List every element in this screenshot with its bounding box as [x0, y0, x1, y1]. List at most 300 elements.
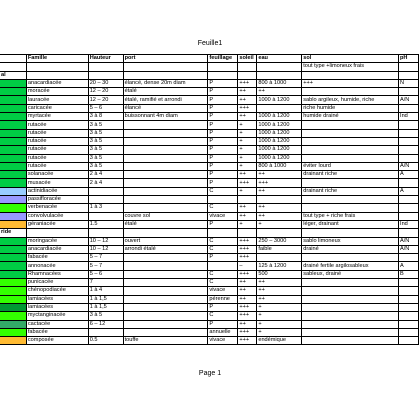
cell-soleil[interactable]: ++	[238, 96, 257, 104]
cell-sol[interactable]	[302, 337, 399, 345]
color-swatch-cell[interactable]	[0, 129, 26, 137]
cell-famille[interactable]: rutacée	[26, 121, 88, 129]
cell-hauteur[interactable]	[88, 328, 123, 336]
cell-feuillage[interactable]: P	[208, 254, 238, 262]
cell-hauteur[interactable]: 2 à 4	[88, 179, 123, 187]
cell-feuillage[interactable]: P	[208, 162, 238, 170]
cell-feuillage[interactable]: C	[208, 204, 238, 212]
cell-famille[interactable]: lamiacées	[26, 303, 88, 311]
column-header[interactable]: Hauteur	[88, 55, 123, 63]
cell-sol[interactable]: tout type +limoneux frais	[302, 63, 399, 71]
cell-sol[interactable]	[302, 196, 399, 204]
cell-ph[interactable]: A/N	[399, 245, 419, 253]
cell-famille[interactable]: fabacée	[26, 254, 88, 262]
cell-feuillage[interactable]: P	[208, 88, 238, 96]
empty-cell[interactable]	[208, 229, 238, 237]
color-swatch-cell[interactable]	[0, 196, 26, 204]
cell-ph[interactable]	[399, 137, 419, 145]
cell-feuillage[interactable]: P	[208, 121, 238, 129]
cell-feuillage[interactable]: P	[208, 146, 238, 154]
cell-feuillage[interactable]: P	[208, 129, 238, 137]
cell-hauteur[interactable]: 6 – 12	[88, 320, 123, 328]
cell-sol[interactable]: +++	[302, 79, 399, 87]
cell-eau[interactable]: +++	[257, 179, 302, 187]
color-swatch-cell[interactable]	[0, 179, 26, 187]
color-swatch-cell[interactable]	[0, 162, 26, 170]
cell-eau[interactable]: ++	[257, 212, 302, 220]
cell-sol[interactable]	[302, 303, 399, 311]
cell-ph[interactable]	[399, 337, 419, 345]
cell-soleil[interactable]	[238, 63, 257, 71]
cell-famille[interactable]: anacardiacée	[26, 245, 88, 253]
cell-ph[interactable]	[399, 63, 419, 71]
cell-famille[interactable]: rutacée	[26, 154, 88, 162]
cell-famille[interactable]: musacée	[26, 179, 88, 187]
cell-port[interactable]	[123, 121, 208, 129]
cell-hauteur[interactable]: 5 – 7	[88, 262, 123, 270]
empty-cell[interactable]	[302, 71, 399, 79]
cell-hauteur[interactable]: 3 à 5	[88, 137, 123, 145]
cell-famille[interactable]: passifloracée	[26, 196, 88, 204]
cell-soleil[interactable]: +++	[238, 303, 257, 311]
color-swatch-cell[interactable]	[0, 270, 26, 278]
cell-ph[interactable]: A	[399, 262, 419, 270]
cell-soleil[interactable]	[238, 196, 257, 204]
cell-eau[interactable]: +	[257, 320, 302, 328]
cell-famille[interactable]: punicacée	[26, 279, 88, 287]
cell-ph[interactable]	[399, 196, 419, 204]
cell-eau[interactable]: ++	[257, 287, 302, 295]
color-swatch-cell[interactable]	[0, 171, 26, 179]
cell-sol[interactable]	[302, 320, 399, 328]
color-swatch-cell[interactable]	[0, 187, 26, 195]
cell-feuillage[interactable]: P	[208, 79, 238, 87]
cell-ph[interactable]	[399, 104, 419, 112]
cell-sol[interactable]	[302, 287, 399, 295]
cell-ph[interactable]: Ind	[399, 113, 419, 121]
column-header[interactable]: pH	[399, 55, 419, 63]
cell-sol[interactable]: tout type + riche frais	[302, 212, 399, 220]
cell-port[interactable]	[123, 137, 208, 145]
cell-famille[interactable]: lauracée	[26, 96, 88, 104]
column-header[interactable]: eau	[257, 55, 302, 63]
cell-sol[interactable]	[302, 312, 399, 320]
cell-soleil[interactable]: ++	[238, 88, 257, 96]
cell-feuillage[interactable]: vivace	[208, 337, 238, 345]
cell-feuillage[interactable]: P	[208, 154, 238, 162]
cell-hauteur[interactable]: 3 à 5	[88, 162, 123, 170]
cell-eau[interactable]: 125 à 1200	[257, 262, 302, 270]
cell-famille[interactable]: solanacée	[26, 171, 88, 179]
empty-cell[interactable]	[399, 229, 419, 237]
cell-eau[interactable]: 1000 à 1200	[257, 113, 302, 121]
cell-famille[interactable]: anacardiacée	[26, 79, 88, 87]
cell-famille[interactable]: annonacée	[26, 262, 88, 270]
cell-sol[interactable]	[302, 154, 399, 162]
cell-soleil[interactable]: +++	[238, 312, 257, 320]
color-swatch-cell[interactable]	[0, 279, 26, 287]
cell-soleil[interactable]: +	[238, 137, 257, 145]
cell-soleil[interactable]: ++	[238, 279, 257, 287]
cell-port[interactable]: ouvert	[123, 237, 208, 245]
cell-sol[interactable]	[302, 137, 399, 145]
empty-cell[interactable]	[26, 71, 88, 79]
cell-sol[interactable]: sablo limoneux	[302, 237, 399, 245]
cell-hauteur[interactable]	[88, 63, 123, 71]
cell-port[interactable]	[123, 204, 208, 212]
cell-famille[interactable]: convolvulacée	[26, 212, 88, 220]
cell-eau[interactable]: ++	[257, 88, 302, 96]
cell-sol[interactable]	[302, 179, 399, 187]
cell-soleil[interactable]: +++	[238, 254, 257, 262]
cell-port[interactable]	[123, 295, 208, 303]
color-swatch-cell[interactable]	[0, 320, 26, 328]
cell-ph[interactable]	[399, 254, 419, 262]
cell-port[interactable]	[123, 328, 208, 336]
cell-port[interactable]	[123, 287, 208, 295]
cell-port[interactable]	[123, 303, 208, 311]
cell-soleil[interactable]: +	[238, 220, 257, 228]
cell-port[interactable]	[123, 162, 208, 170]
empty-cell[interactable]	[238, 71, 257, 79]
cell-port[interactable]	[123, 270, 208, 278]
cell-feuillage[interactable]: P	[208, 104, 238, 112]
cell-hauteur[interactable]	[88, 187, 123, 195]
cell-hauteur[interactable]: 7	[88, 279, 123, 287]
section-label[interactable]: al	[0, 71, 26, 79]
cell-hauteur[interactable]: 5 – 7	[88, 254, 123, 262]
cell-eau[interactable]: 500	[257, 270, 302, 278]
cell-famille[interactable]: Rhamnacées	[26, 270, 88, 278]
cell-feuillage[interactable]: vivace	[208, 212, 238, 220]
cell-ph[interactable]	[399, 295, 419, 303]
cell-eau[interactable]: ++	[257, 295, 302, 303]
cell-ph[interactable]: A	[399, 171, 419, 179]
cell-sol[interactable]	[302, 88, 399, 96]
cell-port[interactable]: touffe	[123, 337, 208, 345]
cell-port[interactable]	[123, 63, 208, 71]
cell-eau[interactable]	[257, 104, 302, 112]
color-swatch-cell[interactable]	[0, 262, 26, 270]
cell-hauteur[interactable]: 5 – 6	[88, 270, 123, 278]
cell-eau[interactable]: +	[257, 328, 302, 336]
cell-soleil[interactable]: ++	[238, 295, 257, 303]
empty-cell[interactable]	[123, 71, 208, 79]
cell-famille[interactable]: rutacée	[26, 146, 88, 154]
cell-sol[interactable]: éviter lourd	[302, 162, 399, 170]
cell-famille[interactable]: fabacée	[26, 328, 88, 336]
cell-ph[interactable]	[399, 328, 419, 336]
cell-ph[interactable]	[399, 212, 419, 220]
cell-ph[interactable]	[399, 312, 419, 320]
cell-eau[interactable]: ++	[257, 187, 302, 195]
empty-cell[interactable]	[257, 71, 302, 79]
cell-soleil[interactable]: +++	[238, 104, 257, 112]
cell-feuillage[interactable]: P	[208, 96, 238, 104]
color-swatch-cell[interactable]	[0, 303, 26, 311]
cell-port[interactable]	[123, 187, 208, 195]
cell-soleil[interactable]: ++	[238, 113, 257, 121]
cell-famille[interactable]: caricacée	[26, 104, 88, 112]
color-swatch-cell[interactable]	[0, 237, 26, 245]
cell-eau[interactable]: +	[257, 312, 302, 320]
cell-feuillage[interactable]: C	[208, 187, 238, 195]
cell-hauteur[interactable]: 3 à 5	[88, 154, 123, 162]
cell-ph[interactable]: Ind	[399, 220, 419, 228]
cell-port[interactable]: étalé	[123, 88, 208, 96]
cell-ph[interactable]: A/N	[399, 96, 419, 104]
cell-hauteur[interactable]: 0.5	[88, 337, 123, 345]
cell-sol[interactable]	[302, 295, 399, 303]
cell-famille[interactable]: rutacée	[26, 137, 88, 145]
cell-port[interactable]: étalé	[123, 220, 208, 228]
section-label[interactable]: ride	[0, 229, 26, 237]
empty-cell[interactable]	[88, 229, 123, 237]
empty-cell[interactable]	[123, 229, 208, 237]
cell-famille[interactable]: moringacée	[26, 237, 88, 245]
empty-cell[interactable]	[208, 71, 238, 79]
cell-hauteur[interactable]: 20 – 30	[88, 79, 123, 87]
cell-eau[interactable]: 1000 à 1200	[257, 121, 302, 129]
cell-soleil[interactable]: ++	[238, 287, 257, 295]
cell-feuillage[interactable]	[208, 196, 238, 204]
cell-famille[interactable]: verbenacée	[26, 204, 88, 212]
column-header[interactable]: sol	[302, 55, 399, 63]
cell-soleil[interactable]: +++	[238, 328, 257, 336]
cell-eau[interactable]: +	[257, 220, 302, 228]
color-swatch-cell[interactable]	[0, 146, 26, 154]
cell-eau[interactable]: endémique	[257, 337, 302, 345]
cell-ph[interactable]	[399, 146, 419, 154]
cell-hauteur[interactable]: 1 à 1,5	[88, 295, 123, 303]
cell-famille[interactable]: cactacée	[26, 320, 88, 328]
color-swatch-cell[interactable]	[0, 287, 26, 295]
cell-sol[interactable]: humide drainé	[302, 113, 399, 121]
cell-hauteur[interactable]: 3 à 5	[88, 312, 123, 320]
color-swatch-cell[interactable]	[0, 137, 26, 145]
color-swatch-cell[interactable]	[0, 88, 26, 96]
cell-eau[interactable]	[257, 63, 302, 71]
cell-soleil[interactable]: +++	[238, 245, 257, 253]
cell-famille[interactable]: rutacée	[26, 129, 88, 137]
color-swatch-cell[interactable]	[0, 113, 26, 121]
cell-soleil[interactable]: ++	[238, 212, 257, 220]
cell-sol[interactable]: riche humide	[302, 104, 399, 112]
cell-port[interactable]	[123, 262, 208, 270]
cell-famille[interactable]: rutacée	[26, 162, 88, 170]
cell-soleil[interactable]: +	[238, 162, 257, 170]
cell-hauteur[interactable]: 1 à 4	[88, 287, 123, 295]
cell-hauteur[interactable]: 3 à 5	[88, 129, 123, 137]
cell-famille[interactable]: chénopodiacée	[26, 287, 88, 295]
column-header[interactable]: Famille	[26, 55, 88, 63]
cell-sol[interactable]: sablo argileux, humide, riche	[302, 96, 399, 104]
cell-sol[interactable]: sableux, drainé	[302, 270, 399, 278]
cell-hauteur[interactable]: 3 à 5	[88, 146, 123, 154]
cell-port[interactable]	[123, 154, 208, 162]
color-swatch-cell[interactable]	[0, 312, 26, 320]
cell-feuillage[interactable]: C	[208, 312, 238, 320]
cell-hauteur[interactable]: 5 – 6	[88, 104, 123, 112]
cell-eau[interactable]: ++	[257, 171, 302, 179]
cell-eau[interactable]	[257, 254, 302, 262]
cell-eau[interactable]: +	[257, 303, 302, 311]
cell-soleil[interactable]: +	[238, 154, 257, 162]
cell-feuillage[interactable]: pérenne	[208, 295, 238, 303]
cell-sol[interactable]	[302, 129, 399, 137]
cell-feuillage[interactable]: vivace	[208, 287, 238, 295]
cell-feuillage[interactable]: C	[208, 279, 238, 287]
column-header[interactable]: port	[123, 55, 208, 63]
cell-feuillage[interactable]: P	[208, 179, 238, 187]
cell-ph[interactable]: N	[399, 79, 419, 87]
cell-feuillage[interactable]: C	[208, 270, 238, 278]
cell-hauteur[interactable]	[88, 212, 123, 220]
cell-eau[interactable]: 1000 à 1200	[257, 154, 302, 162]
cell-hauteur[interactable]: 1 à 1,5	[88, 303, 123, 311]
cell-port[interactable]	[123, 129, 208, 137]
cell-feuillage[interactable]: P	[208, 303, 238, 311]
cell-feuillage[interactable]: P	[208, 137, 238, 145]
cell-port[interactable]	[123, 179, 208, 187]
cell-ph[interactable]: A/N	[399, 162, 419, 170]
cell-sol[interactable]	[302, 121, 399, 129]
cell-hauteur[interactable]: 2 à 4	[88, 171, 123, 179]
cell-eau[interactable]: ++	[257, 204, 302, 212]
cell-soleil[interactable]: +	[238, 146, 257, 154]
cell-sol[interactable]: léger, drainant	[302, 220, 399, 228]
cell-sol[interactable]: drainant riche	[302, 171, 399, 179]
cell-ph[interactable]	[399, 154, 419, 162]
cell-eau[interactable]: 250 – 3000	[257, 237, 302, 245]
cell-sol[interactable]: drainé	[302, 245, 399, 253]
cell-port[interactable]: arrondi étalé	[123, 245, 208, 253]
color-swatch-cell[interactable]	[0, 63, 26, 71]
cell-hauteur[interactable]: 1 à 3	[88, 204, 123, 212]
cell-famille[interactable]: composée	[26, 337, 88, 345]
cell-feuillage[interactable]: P	[208, 320, 238, 328]
cell-hauteur[interactable]: 10 – 12	[88, 245, 123, 253]
empty-cell[interactable]	[257, 229, 302, 237]
cell-sol[interactable]: drainé fertile argilosableux	[302, 262, 399, 270]
cell-port[interactable]	[123, 312, 208, 320]
cell-eau[interactable]: 1000 à 1200	[257, 137, 302, 145]
cell-hauteur[interactable]	[88, 196, 123, 204]
empty-cell[interactable]	[302, 229, 399, 237]
color-swatch-cell[interactable]	[0, 104, 26, 112]
cell-port[interactable]: élancé	[123, 104, 208, 112]
cell-feuillage[interactable]: C	[208, 237, 238, 245]
cell-eau[interactable]: 1000 à 1200	[257, 129, 302, 137]
cell-feuillage[interactable]	[208, 262, 238, 270]
column-header[interactable]	[0, 55, 26, 63]
color-swatch-cell[interactable]	[0, 154, 26, 162]
cell-sol[interactable]	[302, 279, 399, 287]
cell-sol[interactable]	[302, 204, 399, 212]
cell-ph[interactable]	[399, 88, 419, 96]
cell-eau[interactable]: faible	[257, 245, 302, 253]
empty-cell[interactable]	[399, 71, 419, 79]
cell-eau[interactable]: 800 à 1000	[257, 162, 302, 170]
cell-famille[interactable]: lamiacées	[26, 295, 88, 303]
cell-feuillage[interactable]: P	[208, 171, 238, 179]
cell-feuillage[interactable]: P	[208, 113, 238, 121]
color-swatch-cell[interactable]	[0, 79, 26, 87]
cell-port[interactable]	[123, 171, 208, 179]
cell-soleil[interactable]: ++	[238, 204, 257, 212]
cell-port[interactable]	[123, 279, 208, 287]
cell-ph[interactable]	[399, 279, 419, 287]
color-swatch-cell[interactable]	[0, 96, 26, 104]
cell-hauteur[interactable]: 12 – 20	[88, 88, 123, 96]
color-swatch-cell[interactable]	[0, 204, 26, 212]
color-swatch-cell[interactable]	[0, 328, 26, 336]
color-swatch-cell[interactable]	[0, 254, 26, 262]
cell-port[interactable]: couvre sol	[123, 212, 208, 220]
cell-feuillage[interactable]	[208, 63, 238, 71]
cell-famille[interactable]	[26, 63, 88, 71]
cell-ph[interactable]	[399, 303, 419, 311]
cell-famille[interactable]: actinidiacée	[26, 187, 88, 195]
cell-ph[interactable]: B	[399, 270, 419, 278]
cell-soleil[interactable]: +	[238, 187, 257, 195]
cell-ph[interactable]	[399, 179, 419, 187]
column-header[interactable]: feuillage	[208, 55, 238, 63]
empty-cell[interactable]	[88, 71, 123, 79]
cell-eau[interactable]	[257, 196, 302, 204]
cell-famille[interactable]: myrtacée	[26, 113, 88, 121]
cell-hauteur[interactable]: 3 à 8	[88, 113, 123, 121]
cell-eau[interactable]: 1000 à 1200	[257, 96, 302, 104]
cell-port[interactable]	[123, 254, 208, 262]
cell-sol[interactable]	[302, 254, 399, 262]
cell-port[interactable]: élancé, dense 20m diam	[123, 79, 208, 87]
cell-ph[interactable]	[399, 320, 419, 328]
empty-cell[interactable]	[238, 229, 257, 237]
cell-famille[interactable]: géraniacée	[26, 220, 88, 228]
cell-soleil[interactable]: +	[238, 121, 257, 129]
cell-port[interactable]: étalé, ramifié et arrondi	[123, 96, 208, 104]
cell-soleil[interactable]: ++	[238, 171, 257, 179]
color-swatch-cell[interactable]	[0, 337, 26, 345]
cell-eau[interactable]: ++	[257, 279, 302, 287]
cell-ph[interactable]: A/N	[399, 237, 419, 245]
cell-ph[interactable]	[399, 287, 419, 295]
cell-soleil[interactable]: +++	[238, 79, 257, 87]
cell-ph[interactable]	[399, 204, 419, 212]
cell-soleil[interactable]: –	[238, 262, 257, 270]
column-header[interactable]: soleil	[238, 55, 257, 63]
cell-hauteur[interactable]: 12 – 20	[88, 96, 123, 104]
color-swatch-cell[interactable]	[0, 220, 26, 228]
cell-soleil[interactable]: +	[238, 129, 257, 137]
cell-sol[interactable]: drainant riche	[302, 187, 399, 195]
cell-hauteur[interactable]: 1.5	[88, 220, 123, 228]
cell-hauteur[interactable]: 10 – 12	[88, 237, 123, 245]
color-swatch-cell[interactable]	[0, 212, 26, 220]
cell-soleil[interactable]: +++	[238, 337, 257, 345]
cell-famille[interactable]: moracée	[26, 88, 88, 96]
cell-sol[interactable]	[302, 328, 399, 336]
cell-soleil[interactable]: ++	[238, 320, 257, 328]
cell-soleil[interactable]: +++	[238, 237, 257, 245]
cell-feuillage[interactable]: C	[208, 245, 238, 253]
cell-eau[interactable]: 800 à 1000	[257, 79, 302, 87]
cell-port[interactable]	[123, 320, 208, 328]
cell-feuillage[interactable]: P	[208, 220, 238, 228]
color-swatch-cell[interactable]	[0, 121, 26, 129]
cell-port[interactable]	[123, 196, 208, 204]
